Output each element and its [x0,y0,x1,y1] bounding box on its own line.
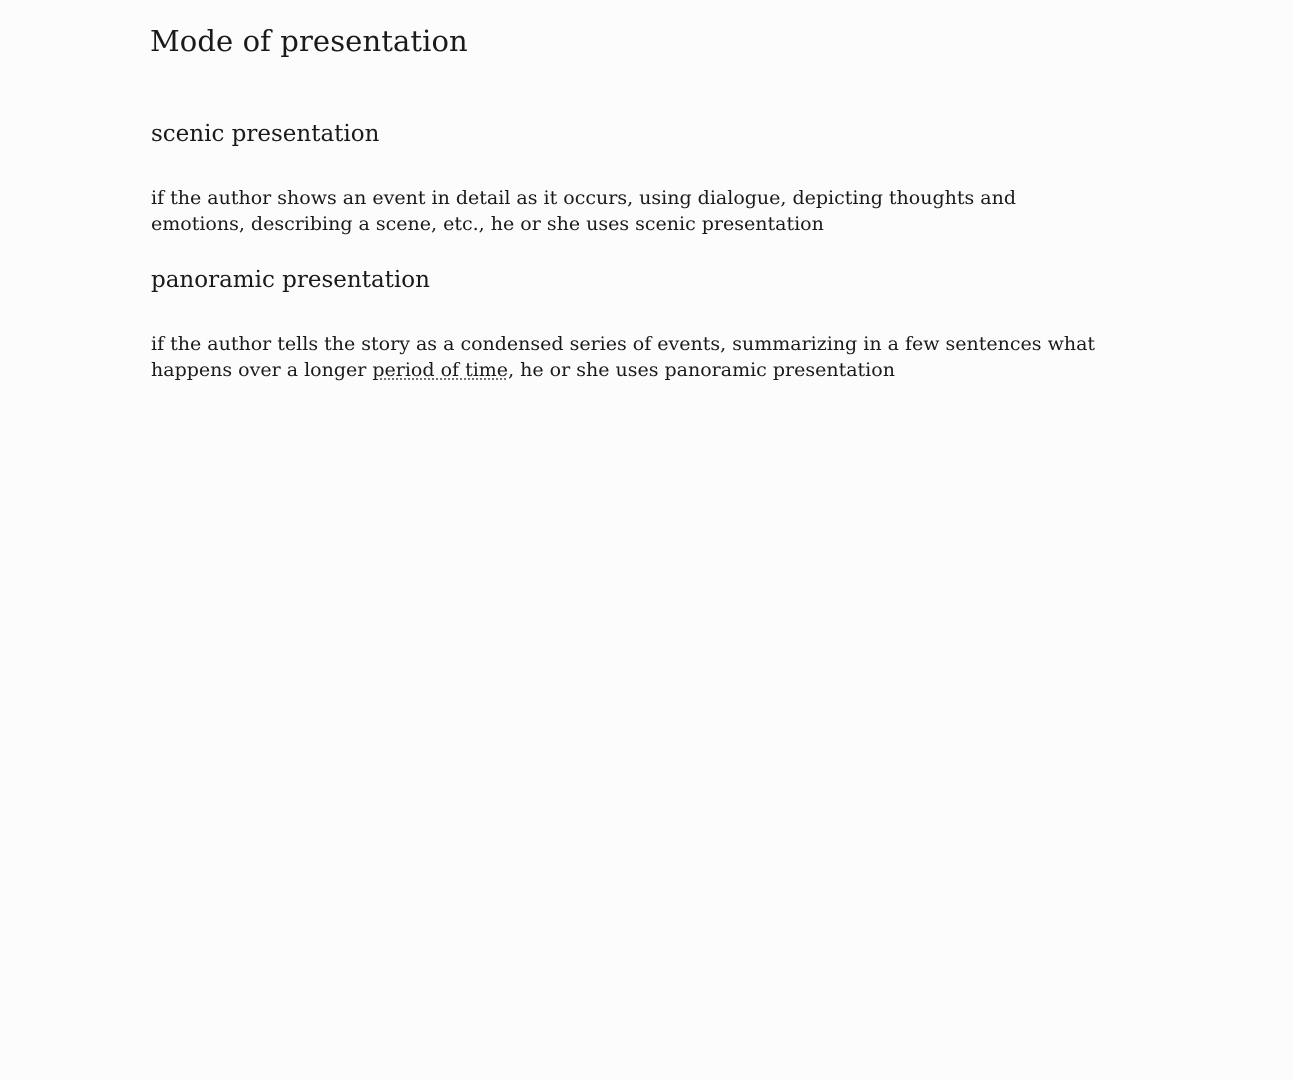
paragraph-line [151,357,1171,383]
paragraph-text: happens over a longer [151,359,373,381]
paragraph-line: if the author shows an event in detail as it occurs, using dialogue, depicting thoughts and [151,187,1017,209]
paragraph-text: , he or she uses panoramic presentation [508,359,895,381]
spellcheck-marked-phrase: period of time [372,359,509,381]
paragraph-line: if the author tells the story as a condensed series of events, summarizing in a few sentences what [151,333,1096,355]
section-paragraph-scenic [151,185,1171,237]
section-paragraph-panoramic [151,331,1171,383]
section-heading-panoramic: panoramic presentation [151,267,430,293]
page-title: Mode of presentation [150,24,468,58]
section-heading-scenic: scenic presentation [151,121,380,147]
paragraph-line: emotions, describing a scene, etc., he or she uses scenic presentation [151,213,824,235]
